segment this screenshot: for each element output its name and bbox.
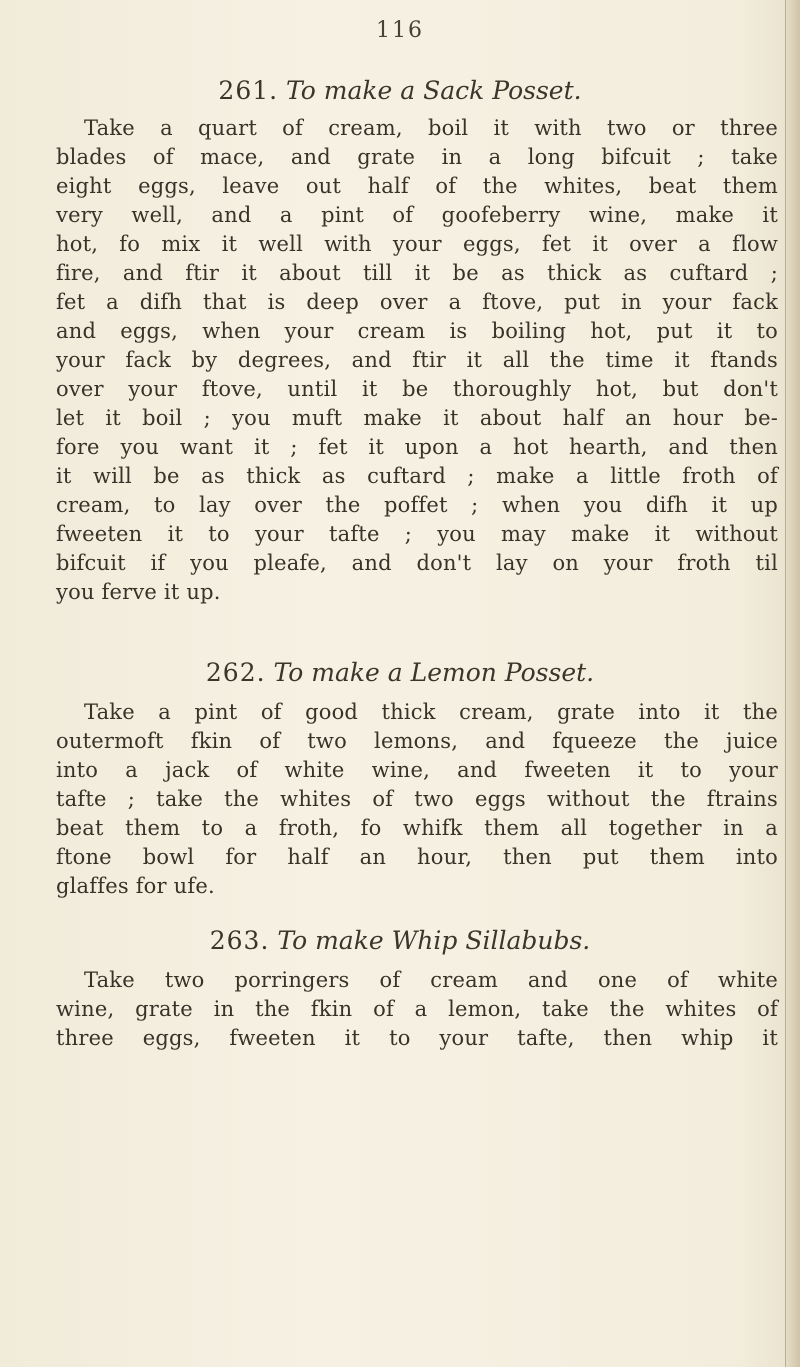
text-line: Take two porringers of cream and one of white bbox=[84, 968, 778, 992]
text-line: it will be as thick as cuftard ; make a little froth of bbox=[56, 464, 778, 488]
text-line: very well, and a pint of goofeberry wine, make it bbox=[56, 203, 778, 227]
text-line: and eggs, when your cream is boiling hot, put it to bbox=[56, 319, 778, 343]
recipe-number: 262. bbox=[205, 658, 266, 687]
text-line: beat them to a froth, fo whifk them all together in a bbox=[56, 816, 778, 840]
text-line: outermoft fkin of two lemons, and fqueeze the juice bbox=[56, 729, 778, 753]
text-line: fweeten it to your tafte ; you may make it without bbox=[56, 522, 778, 546]
text-line: fet a difh that is deep over a ftove, put in your fack bbox=[56, 290, 778, 314]
recipe-number: 261. bbox=[218, 76, 279, 105]
text-line: glaffes for ufe. bbox=[56, 874, 215, 898]
text-line: fore you want it ; fet it upon a hot hearth, and then bbox=[56, 435, 778, 459]
text-line: eight eggs, leave out half of the whites, beat them bbox=[56, 174, 778, 198]
recipe-title: To make Whip Sillabubs. bbox=[277, 926, 591, 955]
recipe-body-263 bbox=[56, 966, 778, 1053]
recipe-title: To make a Sack Posset. bbox=[286, 76, 582, 105]
text-line: into a jack of white wine, and fweeten it to your bbox=[56, 758, 778, 782]
text-line: cream, to lay over the poffet ; when you difh it up bbox=[56, 493, 778, 517]
recipe-body-262 bbox=[56, 698, 778, 901]
text-line: three eggs, fweeten it to your tafte, then whip it bbox=[56, 1026, 778, 1050]
recipe-heading-263 bbox=[0, 926, 800, 955]
recipe-number: 263. bbox=[209, 926, 270, 955]
text-line: wine, grate in the fkin of a lemon, take the whites of bbox=[56, 997, 778, 1021]
recipe-title: To make a Lemon Posset. bbox=[273, 658, 595, 687]
text-line: bifcuit if you pleafe, and don't lay on your froth til bbox=[56, 551, 778, 575]
text-line: ftone bowl for half an hour, then put them into bbox=[56, 845, 778, 869]
text-line: Take a quart of cream, boil it with two or three bbox=[84, 116, 778, 140]
text-line: tafte ; take the whites of two eggs without the ftrains bbox=[56, 787, 778, 811]
text-line: over your ftove, until it be thoroughly hot, but don't bbox=[56, 377, 778, 401]
text-line: fire, and ftir it about till it be as thick as cuftard ; bbox=[56, 261, 778, 285]
page-number: 116 bbox=[376, 18, 424, 43]
text-line: let it boil ; you muft make it about half an hour be- bbox=[56, 406, 778, 430]
text-line: blades of mace, and grate in a long bifcuit ; take bbox=[56, 145, 778, 169]
text-line: you ferve it up. bbox=[56, 580, 221, 604]
recipe-heading-262 bbox=[0, 658, 800, 687]
text-line: hot, fo mix it well with your eggs, fet it over a flow bbox=[56, 232, 778, 256]
recipe-heading-261 bbox=[0, 76, 800, 105]
text-line: your fack by degrees, and ftir it all the time it ftands bbox=[56, 348, 778, 372]
text-line: Take a pint of good thick cream, grate into it the bbox=[84, 700, 778, 724]
recipe-body-261 bbox=[56, 114, 778, 607]
